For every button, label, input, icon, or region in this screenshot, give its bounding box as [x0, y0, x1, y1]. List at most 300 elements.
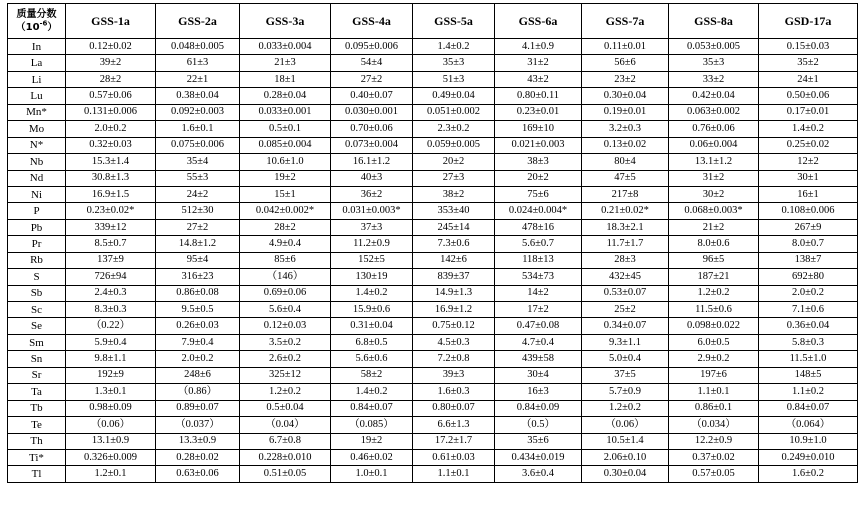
value-cell: 7.3±0.6	[413, 236, 495, 252]
value-cell: 245±14	[413, 219, 495, 235]
value-cell: 10.5±1.4	[582, 433, 669, 449]
value-cell: 5.9±0.4	[66, 334, 156, 350]
table-container	[7, 3, 858, 483]
column-header: GSS-6a	[495, 4, 582, 39]
table-row	[8, 400, 858, 416]
table-row	[8, 186, 858, 202]
unit-prefix: （10	[15, 22, 40, 33]
element-name-cell: Sb	[8, 285, 66, 301]
value-cell: 10.9±1.0	[759, 433, 858, 449]
table-row	[8, 137, 858, 153]
value-cell: 192±9	[66, 367, 156, 383]
column-header: GSS-2a	[156, 4, 240, 39]
value-cell: 19±2	[331, 433, 413, 449]
value-cell: 1.2±0.1	[66, 466, 156, 482]
value-cell: 0.051±0.002	[413, 104, 495, 120]
value-cell: 1.2±0.2	[669, 285, 759, 301]
value-cell: 0.40±0.07	[331, 88, 413, 104]
value-cell: 0.031±0.003*	[331, 203, 413, 219]
value-cell: 24±2	[156, 186, 240, 202]
value-cell: （0.085）	[331, 417, 413, 433]
value-cell: 30±4	[495, 367, 582, 383]
value-cell: 3.5±0.2	[240, 334, 331, 350]
value-cell: （146）	[240, 269, 331, 285]
value-cell: 0.21±0.02*	[582, 203, 669, 219]
value-cell: 13.1±1.2	[669, 154, 759, 170]
value-cell: 16±1	[759, 186, 858, 202]
value-cell: 13.3±0.9	[156, 433, 240, 449]
value-cell: 6.0±0.5	[669, 334, 759, 350]
unit-exponent: -6	[39, 19, 48, 28]
value-cell: 14.8±1.2	[156, 236, 240, 252]
column-header: GSD-17a	[759, 4, 858, 39]
value-cell: 15.9±0.6	[331, 302, 413, 318]
value-cell: 11.2±0.9	[331, 236, 413, 252]
value-cell: （0.04）	[240, 417, 331, 433]
value-cell: 8.3±0.3	[66, 302, 156, 318]
value-cell: 4.9±0.4	[240, 236, 331, 252]
value-cell: 10.6±1.0	[240, 154, 331, 170]
value-cell: 12±2	[759, 154, 858, 170]
element-name-cell: Nb	[8, 154, 66, 170]
value-cell: 37±3	[331, 219, 413, 235]
value-cell: （0.06）	[66, 417, 156, 433]
value-cell: 35±3	[669, 55, 759, 71]
element-name-cell: Tb	[8, 400, 66, 416]
value-cell: 0.49±0.04	[413, 88, 495, 104]
value-cell: 1.1±0.1	[669, 384, 759, 400]
value-cell: （0.06）	[582, 417, 669, 433]
value-cell: 8.0±0.7	[759, 236, 858, 252]
value-cell: （0.034）	[669, 417, 759, 433]
value-cell: 58±2	[331, 367, 413, 383]
value-cell: 16.1±1.2	[331, 154, 413, 170]
value-cell: 47±5	[582, 170, 669, 186]
value-cell: 152±5	[331, 252, 413, 268]
table-row	[8, 302, 858, 318]
value-cell: 1.3±0.1	[66, 384, 156, 400]
value-cell: 16.9±1.2	[413, 302, 495, 318]
value-cell: 1.1±0.2	[759, 384, 858, 400]
element-name-cell: Se	[8, 318, 66, 334]
value-cell: 1.2±0.2	[240, 384, 331, 400]
value-cell: 0.434±0.019	[495, 449, 582, 465]
value-cell: 4.5±0.3	[413, 334, 495, 350]
value-cell: 0.11±0.01	[582, 39, 669, 55]
value-cell: 0.84±0.07	[331, 400, 413, 416]
value-cell: 3.2±0.3	[582, 121, 669, 137]
element-name-cell: Mn*	[8, 104, 66, 120]
value-cell: 217±8	[582, 186, 669, 202]
value-cell: 15±1	[240, 186, 331, 202]
value-cell: （0.5）	[495, 417, 582, 433]
value-cell: 27±3	[413, 170, 495, 186]
value-cell: 0.53±0.07	[582, 285, 669, 301]
value-cell: 478±16	[495, 219, 582, 235]
table-body	[8, 39, 858, 483]
value-cell: 75±6	[495, 186, 582, 202]
value-cell: 17.2±1.7	[413, 433, 495, 449]
value-cell: 169±10	[495, 121, 582, 137]
table-row	[8, 88, 858, 104]
value-cell: 726±94	[66, 269, 156, 285]
value-cell: 0.89±0.07	[156, 400, 240, 416]
value-cell: 12.2±0.9	[669, 433, 759, 449]
value-cell: 7.2±0.8	[413, 351, 495, 367]
element-name-cell: Ti*	[8, 449, 66, 465]
value-cell: 9.8±1.1	[66, 351, 156, 367]
value-cell: 0.326±0.009	[66, 449, 156, 465]
value-cell: 31±2	[669, 170, 759, 186]
value-cell: 0.25±0.02	[759, 137, 858, 153]
value-cell: 0.26±0.03	[156, 318, 240, 334]
value-cell: 1.2±0.2	[582, 400, 669, 416]
value-cell: 0.50±0.06	[759, 88, 858, 104]
value-cell: 0.86±0.1	[669, 400, 759, 416]
value-cell: 0.13±0.02	[582, 137, 669, 153]
value-cell: 0.12±0.03	[240, 318, 331, 334]
element-name-cell: Li	[8, 71, 66, 87]
value-cell: 0.059±0.005	[413, 137, 495, 153]
value-cell: 22±1	[156, 71, 240, 87]
value-cell: 0.57±0.06	[66, 88, 156, 104]
value-cell: 9.3±1.1	[582, 334, 669, 350]
value-cell: 33±2	[669, 71, 759, 87]
value-cell: 54±4	[331, 55, 413, 71]
value-cell: 96±5	[669, 252, 759, 268]
value-cell: 18.3±2.1	[582, 219, 669, 235]
value-cell: 7.9±0.4	[156, 334, 240, 350]
unit-suffix: ）	[47, 22, 58, 33]
value-cell: 30±2	[669, 186, 759, 202]
value-cell: 2.3±0.2	[413, 121, 495, 137]
column-header: GSS-7a	[582, 4, 669, 39]
value-cell: 2.9±0.2	[669, 351, 759, 367]
table-row	[8, 318, 858, 334]
value-cell: 0.69±0.06	[240, 285, 331, 301]
value-cell: 17±2	[495, 302, 582, 318]
value-cell: 0.80±0.07	[413, 400, 495, 416]
value-cell: 0.23±0.01	[495, 104, 582, 120]
value-cell: 5.7±0.9	[582, 384, 669, 400]
value-cell: 21±3	[240, 55, 331, 71]
value-cell: 11.5±1.0	[759, 351, 858, 367]
value-cell: 0.098±0.022	[669, 318, 759, 334]
value-cell: 325±12	[240, 367, 331, 383]
value-cell: 0.38±0.04	[156, 88, 240, 104]
value-cell: 5.6±0.7	[495, 236, 582, 252]
value-cell: 0.61±0.03	[413, 449, 495, 465]
value-cell: （0.064）	[759, 417, 858, 433]
value-cell: 36±2	[331, 186, 413, 202]
value-cell: 0.63±0.06	[156, 466, 240, 482]
table-row	[8, 236, 858, 252]
value-cell: 0.28±0.02	[156, 449, 240, 465]
value-cell: 13.1±0.9	[66, 433, 156, 449]
value-cell: 2.6±0.2	[240, 351, 331, 367]
value-cell: 20±2	[413, 154, 495, 170]
value-cell: 30.8±1.3	[66, 170, 156, 186]
element-name-cell: Th	[8, 433, 66, 449]
value-cell: 0.024±0.004*	[495, 203, 582, 219]
value-cell: 0.36±0.04	[759, 318, 858, 334]
value-cell: 534±73	[495, 269, 582, 285]
value-cell: 197±6	[669, 367, 759, 383]
table-row	[8, 269, 858, 285]
value-cell: 0.30±0.04	[582, 88, 669, 104]
column-header: GSS-5a	[413, 4, 495, 39]
value-cell: 0.108±0.006	[759, 203, 858, 219]
value-cell: 27±2	[156, 219, 240, 235]
value-cell: 0.84±0.07	[759, 400, 858, 416]
value-cell: 14.9±1.3	[413, 285, 495, 301]
element-name-cell: P	[8, 203, 66, 219]
value-cell: 43±2	[495, 71, 582, 87]
value-cell: 0.033±0.001	[240, 104, 331, 120]
value-cell: 0.131±0.006	[66, 104, 156, 120]
value-cell: 0.31±0.04	[331, 318, 413, 334]
value-cell: 28±3	[582, 252, 669, 268]
table-row	[8, 39, 858, 55]
element-name-cell: Pb	[8, 219, 66, 235]
value-cell: 7.1±0.6	[759, 302, 858, 318]
element-name-cell: Tl	[8, 466, 66, 482]
value-cell: 187±21	[669, 269, 759, 285]
value-cell: 80±4	[582, 154, 669, 170]
value-cell: 28±2	[66, 71, 156, 87]
value-cell: 21±2	[669, 219, 759, 235]
column-header: GSS-4a	[331, 4, 413, 39]
value-cell: 0.048±0.005	[156, 39, 240, 55]
value-cell: 839±37	[413, 269, 495, 285]
element-name-cell: Sm	[8, 334, 66, 350]
value-cell: 248±6	[156, 367, 240, 383]
value-cell: 0.228±0.010	[240, 449, 331, 465]
value-cell: 0.51±0.05	[240, 466, 331, 482]
value-cell: 0.19±0.01	[582, 104, 669, 120]
value-cell: 0.46±0.02	[331, 449, 413, 465]
value-cell: 15.3±1.4	[66, 154, 156, 170]
value-cell: 137±9	[66, 252, 156, 268]
value-cell: 4.7±0.4	[495, 334, 582, 350]
value-cell: 0.095±0.006	[331, 39, 413, 55]
value-cell: 0.249±0.010	[759, 449, 858, 465]
table-row	[8, 170, 858, 186]
value-cell: 35±6	[495, 433, 582, 449]
value-cell: 0.84±0.09	[495, 400, 582, 416]
value-cell: 0.021±0.003	[495, 137, 582, 153]
value-cell: 16.9±1.5	[66, 186, 156, 202]
value-cell: 2.0±0.2	[156, 351, 240, 367]
value-cell: 353±40	[413, 203, 495, 219]
value-cell: 0.030±0.001	[331, 104, 413, 120]
element-name-cell: Lu	[8, 88, 66, 104]
value-cell: （0.22）	[66, 318, 156, 334]
value-cell: 432±45	[582, 269, 669, 285]
element-name-cell: Sn	[8, 351, 66, 367]
value-cell: 0.17±0.01	[759, 104, 858, 120]
value-cell: 9.5±0.5	[156, 302, 240, 318]
value-cell: 85±6	[240, 252, 331, 268]
table-row	[8, 203, 858, 219]
value-cell: 16±3	[495, 384, 582, 400]
value-cell: 11.5±0.6	[669, 302, 759, 318]
value-cell: 1.6±0.1	[156, 121, 240, 137]
value-cell: 0.073±0.004	[331, 137, 413, 153]
value-cell: 6.8±0.5	[331, 334, 413, 350]
value-cell: 439±58	[495, 351, 582, 367]
value-cell: 138±7	[759, 252, 858, 268]
value-cell: 0.57±0.05	[669, 466, 759, 482]
value-cell: 2.06±0.10	[582, 449, 669, 465]
element-name-cell: La	[8, 55, 66, 71]
value-cell: 2.0±0.2	[66, 121, 156, 137]
value-cell: 1.6±0.3	[413, 384, 495, 400]
value-cell: 0.98±0.09	[66, 400, 156, 416]
table-row	[8, 219, 858, 235]
value-cell: 5.0±0.4	[582, 351, 669, 367]
value-cell: 5.8±0.3	[759, 334, 858, 350]
element-name-cell: S	[8, 269, 66, 285]
element-name-cell: Rb	[8, 252, 66, 268]
element-name-cell: Ni	[8, 186, 66, 202]
table-row	[8, 154, 858, 170]
value-cell: 1.6±0.2	[759, 466, 858, 482]
table-row	[8, 334, 858, 350]
value-cell: 0.033±0.004	[240, 39, 331, 55]
value-cell: 19±2	[240, 170, 331, 186]
value-cell: 142±6	[413, 252, 495, 268]
value-cell: 0.12±0.02	[66, 39, 156, 55]
value-cell: 23±2	[582, 71, 669, 87]
column-header: GSS-1a	[66, 4, 156, 39]
value-cell: 0.75±0.12	[413, 318, 495, 334]
header-row	[8, 4, 858, 39]
value-cell: 61±3	[156, 55, 240, 71]
value-cell: 6.6±1.3	[413, 417, 495, 433]
value-cell: 130±19	[331, 269, 413, 285]
value-cell: 25±2	[582, 302, 669, 318]
value-cell: 0.085±0.004	[240, 137, 331, 153]
table-row	[8, 55, 858, 71]
table-row	[8, 71, 858, 87]
value-cell: 0.15±0.03	[759, 39, 858, 55]
value-cell: （0.86）	[156, 384, 240, 400]
column-header: GSS-3a	[240, 4, 331, 39]
table-row	[8, 285, 858, 301]
value-cell: 38±2	[413, 186, 495, 202]
value-cell: 0.5±0.04	[240, 400, 331, 416]
value-cell: 1.1±0.1	[413, 466, 495, 482]
value-cell: 38±3	[495, 154, 582, 170]
value-cell: 0.06±0.004	[669, 137, 759, 153]
value-cell: 0.76±0.06	[669, 121, 759, 137]
value-cell: 11.7±1.7	[582, 236, 669, 252]
value-cell: 40±3	[331, 170, 413, 186]
element-name-cell: Pr	[8, 236, 66, 252]
element-name-cell: In	[8, 39, 66, 55]
value-cell: 24±1	[759, 71, 858, 87]
unit-header-cell	[8, 4, 66, 39]
value-cell: 1.4±0.2	[331, 384, 413, 400]
value-cell: 0.47±0.08	[495, 318, 582, 334]
reference-material-table	[7, 3, 858, 483]
value-cell: 0.30±0.04	[582, 466, 669, 482]
element-name-cell: N*	[8, 137, 66, 153]
value-cell: 39±3	[413, 367, 495, 383]
value-cell: （0.037）	[156, 417, 240, 433]
value-cell: 18±1	[240, 71, 331, 87]
value-cell: 0.068±0.003*	[669, 203, 759, 219]
value-cell: 2.4±0.3	[66, 285, 156, 301]
value-cell: 5.6±0.6	[331, 351, 413, 367]
table-row	[8, 252, 858, 268]
table-row	[8, 417, 858, 433]
value-cell: 692±80	[759, 269, 858, 285]
table-row	[8, 384, 858, 400]
value-cell: 6.7±0.8	[240, 433, 331, 449]
value-cell: 27±2	[331, 71, 413, 87]
value-cell: 0.5±0.1	[240, 121, 331, 137]
element-name-cell: Sc	[8, 302, 66, 318]
value-cell: 30±1	[759, 170, 858, 186]
table-row	[8, 449, 858, 465]
value-cell: 0.86±0.08	[156, 285, 240, 301]
value-cell: 0.28±0.04	[240, 88, 331, 104]
value-cell: 0.80±0.11	[495, 88, 582, 104]
value-cell: 2.0±0.2	[759, 285, 858, 301]
value-cell: 37±5	[582, 367, 669, 383]
value-cell: 0.053±0.005	[669, 39, 759, 55]
table-row	[8, 367, 858, 383]
value-cell: 0.092±0.003	[156, 104, 240, 120]
value-cell: 3.6±0.4	[495, 466, 582, 482]
value-cell: 35±4	[156, 154, 240, 170]
value-cell: 31±2	[495, 55, 582, 71]
value-cell: 316±23	[156, 269, 240, 285]
value-cell: 1.4±0.2	[759, 121, 858, 137]
element-name-cell: Te	[8, 417, 66, 433]
value-cell: 1.4±0.2	[331, 285, 413, 301]
element-name-cell: Sr	[8, 367, 66, 383]
value-cell: 0.34±0.07	[582, 318, 669, 334]
value-cell: 1.4±0.2	[413, 39, 495, 55]
element-name-cell: Ta	[8, 384, 66, 400]
value-cell: 95±4	[156, 252, 240, 268]
value-cell: 267±9	[759, 219, 858, 235]
value-cell: 56±6	[582, 55, 669, 71]
value-cell: 339±12	[66, 219, 156, 235]
value-cell: 39±2	[66, 55, 156, 71]
element-name-cell: Nd	[8, 170, 66, 186]
element-name-cell: Mo	[8, 121, 66, 137]
column-header: GSS-8a	[669, 4, 759, 39]
value-cell: 51±3	[413, 71, 495, 87]
value-cell: 8.5±0.7	[66, 236, 156, 252]
table-row	[8, 104, 858, 120]
value-cell: 5.6±0.4	[240, 302, 331, 318]
value-cell: 0.70±0.06	[331, 121, 413, 137]
value-cell: 0.42±0.04	[669, 88, 759, 104]
table-row	[8, 351, 858, 367]
value-cell: 0.37±0.02	[669, 449, 759, 465]
value-cell: 0.063±0.002	[669, 104, 759, 120]
value-cell: 0.23±0.02*	[66, 203, 156, 219]
value-cell: 14±2	[495, 285, 582, 301]
unit-label: 质量分数	[16, 9, 57, 20]
value-cell: 8.0±0.6	[669, 236, 759, 252]
value-cell: 0.32±0.03	[66, 137, 156, 153]
